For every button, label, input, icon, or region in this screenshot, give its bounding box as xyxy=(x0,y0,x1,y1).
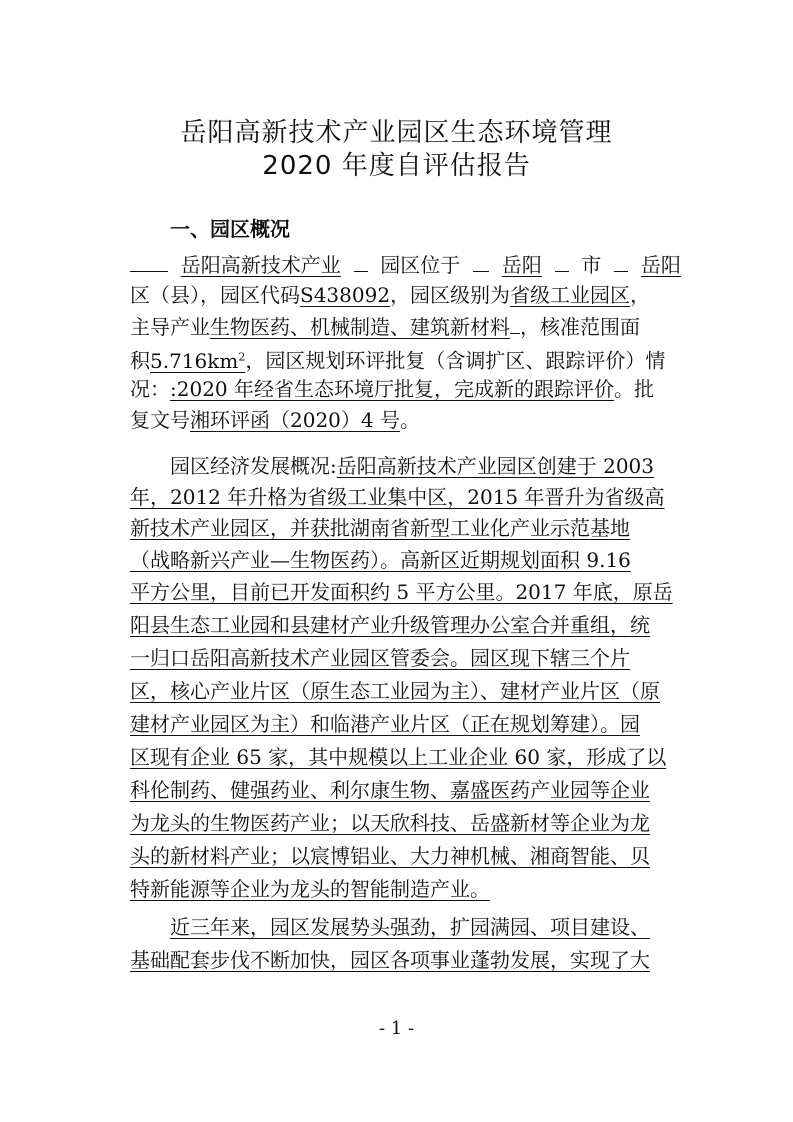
blank-underline xyxy=(354,249,368,272)
overview-line-2 xyxy=(130,280,681,310)
area-value: 5.716 xyxy=(150,348,208,373)
economy-line-9 xyxy=(130,709,681,739)
economy-text: 新技术产业园区，并获批湖南省新型工业化产业示范基地 xyxy=(130,516,630,540)
blank-underline xyxy=(614,249,628,272)
park-level: 省级工业园区 xyxy=(510,283,631,307)
page-number: - 1 - xyxy=(378,1018,415,1039)
approved-area xyxy=(150,349,245,373)
blank-underline xyxy=(130,249,168,272)
city-suffix: 市 xyxy=(581,253,602,277)
blank-underline xyxy=(510,311,520,334)
park-name: 岳阳高新技术产业 xyxy=(180,253,341,277)
economy-text: 特新能源等企业为龙头的智能制造产业。 xyxy=(130,877,490,901)
overview-line-5 xyxy=(130,374,681,404)
economy-text: 年，2012 年升格为省级工业集中区，2015 年晋升为省级高 xyxy=(130,485,665,509)
economy-line-10 xyxy=(130,742,681,772)
review-prefix: 况： xyxy=(130,377,170,401)
section-heading: 一、园区概况 xyxy=(170,217,290,241)
recent-text: 近三年来，园区发展势头强劲，扩园满园、项目建设、 xyxy=(170,915,650,939)
economy-text: 平方公里，目前已开发面积约 5 平方公里。2017 年底，原岳 xyxy=(130,580,673,604)
economy-line-12 xyxy=(130,808,681,838)
recent-text: 基础配套步伐不断加快，园区各项事业蓬勃发展，实现了大 xyxy=(130,948,650,972)
economy-text: 科伦制药、健强药业、利尔康生物、嘉盛医药产业园等企业 xyxy=(130,778,650,802)
district-suffix: 区（县），园区代码 xyxy=(130,283,300,307)
economy-text: 区现有企业 65 家，其中规模以上工业企业 60 家，形成了以 xyxy=(130,745,667,769)
economy-line-5 xyxy=(130,577,681,607)
review-status: :2020 年经省生态环境厅批复，完成新的跟踪评价 xyxy=(170,377,614,401)
level-prefix: ，园区级别为 xyxy=(390,283,511,307)
approval-doc-number: 湘环评函（2020）4 号 xyxy=(190,408,400,432)
review-suffix: 。批 xyxy=(614,377,654,401)
area-label: 积 xyxy=(130,348,150,373)
recent-line-2 xyxy=(130,945,681,975)
economy-line-11 xyxy=(130,775,681,805)
economy-line-7 xyxy=(130,643,681,673)
economy-text: 阳县生态工业园和县建材产业升级管理办公室合并重组，统 xyxy=(130,613,650,637)
overview-line-3 xyxy=(130,311,681,341)
economy-text: 为龙头的生物医药产业；以天欣科技、岳盛新材等企业为龙 xyxy=(130,811,650,835)
doc-suffix: 。 xyxy=(399,408,420,432)
overview-line-4 xyxy=(130,342,681,372)
overview-line-6 xyxy=(130,405,681,435)
economy-line-6 xyxy=(130,610,681,640)
economy-line-8 xyxy=(130,676,681,706)
park-code: S438092 xyxy=(300,283,391,307)
industry-prefix: 主导产业 xyxy=(130,315,210,339)
economy-text: 一归口岳阳高新技术产业园区管委会。园区现下辖三个片 xyxy=(130,646,630,670)
document-title-line2: 2020 年度自评估报告 xyxy=(262,151,531,181)
area-unit-superscript: 2 xyxy=(238,350,246,363)
doc-prefix: 复文号 xyxy=(130,408,190,432)
economy-text: 头的新材料产业；以宸博铝业、大力神机械、湘商智能、贝 xyxy=(130,844,650,868)
economy-text: 区，核心产业片区（原生态工业园为主）、建材产业片区（原 xyxy=(130,679,660,703)
economy-text: 岳阳高新技术产业园区创建于 2003 xyxy=(336,454,655,478)
area-prefix: ，核准范围面 xyxy=(520,315,640,339)
economy-line-13 xyxy=(130,841,681,871)
economy-line-4 xyxy=(130,545,681,575)
economy-line-1 xyxy=(170,451,681,481)
economy-line-14 xyxy=(130,874,681,904)
leading-industries: 生物医药、机械制造、建筑新材料 xyxy=(210,315,510,339)
economy-line-2 xyxy=(130,482,681,512)
economy-text: （战略新兴产业—生物医药）。高新区近期规划面积 9.16 xyxy=(130,548,631,572)
review-text: ，园区规划环评批复（含调扩区、跟踪评价）情 xyxy=(245,348,666,373)
area-unit: km xyxy=(207,348,239,373)
overview-line-1 xyxy=(130,249,681,279)
city-value: 岳阳 xyxy=(501,253,542,277)
blank-underline xyxy=(473,249,489,272)
economy-text: 建材产业园区为主）和临港产业片区（正在规划筹建）。园 xyxy=(130,712,640,736)
economy-label: 园区经济发展概况: xyxy=(170,454,337,478)
district-value: 岳阳 xyxy=(640,253,681,277)
level-suffix: ， xyxy=(630,283,651,307)
economy-line-3 xyxy=(130,513,681,543)
blank-underline xyxy=(555,249,569,272)
recent-line-1 xyxy=(170,912,681,942)
document-title-line1: 岳阳高新技术产业园区生态环境管理 xyxy=(180,118,613,148)
located-in-text: 园区位于 xyxy=(380,253,461,277)
